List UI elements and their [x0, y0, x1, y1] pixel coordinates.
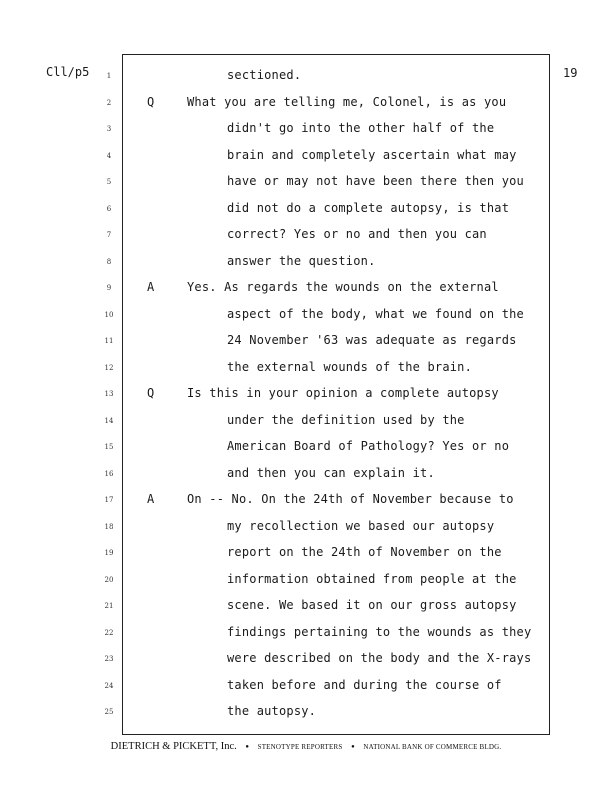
line-number: 9	[106, 284, 112, 292]
line-number: 24	[104, 681, 114, 690]
line-number: 19	[104, 549, 114, 557]
line-number: 14	[104, 416, 114, 425]
footer-firm: DIETRICH & PICKETT, Inc.	[110, 741, 237, 752]
line-number: 10	[104, 310, 114, 319]
footer	[0, 741, 612, 752]
line-number: 15	[104, 443, 114, 451]
footer-service: STENOTYPE REPORTERS	[257, 743, 343, 751]
line-number: 17	[104, 496, 114, 504]
line-number: 4	[106, 151, 112, 160]
line-number: 25	[104, 708, 114, 716]
line-number: 5	[106, 178, 112, 186]
transcript-line: and then you can explain it.	[227, 465, 435, 480]
footer-bullet: ●	[351, 743, 355, 750]
page-id: Cll∕p5	[46, 65, 90, 79]
line-number: 12	[104, 363, 114, 372]
transcript-line: Yes. As regards the wounds on the external	[187, 280, 499, 294]
transcript-line: aspect of the body, what we found on the	[227, 306, 524, 321]
line-number: 3	[106, 125, 112, 133]
line-number: 7	[106, 231, 112, 239]
line-number: 22	[104, 628, 114, 637]
transcript-line: On -- No. On the 24th of November because to	[187, 492, 514, 506]
transcript-line: under the definition used by the	[227, 412, 465, 427]
page-number: 19	[563, 66, 578, 80]
transcript-line: brain and completely ascertain what may	[227, 147, 517, 162]
transcript-line: the autopsy.	[227, 704, 317, 718]
transcript-line: scene. We based it on our gross autopsy	[227, 598, 517, 612]
speaker-label: A	[147, 280, 155, 294]
footer-bullet: ●	[245, 743, 249, 750]
line-number: 8	[106, 257, 112, 266]
transcript-line: did not do a complete autopsy, is that	[227, 200, 510, 215]
line-number: 18	[104, 522, 114, 531]
line-number: 21	[104, 602, 114, 610]
line-number: 11	[104, 337, 114, 345]
transcript-line: findings pertaining to the wounds as they	[227, 624, 532, 639]
transcript-line: 24 November '63 was adequate as regards	[227, 333, 517, 347]
transcript-line: didn't go into the other half of the	[227, 121, 495, 135]
transcript-line: sectioned.	[227, 68, 302, 82]
speaker-label: A	[147, 492, 155, 506]
transcript-line: correct? Yes or no and then you can	[227, 227, 487, 241]
transcript-line: were described on the body and the X-rays	[227, 651, 532, 665]
line-number: 16	[104, 469, 114, 478]
transcript-line: taken before and during the course of	[227, 677, 502, 692]
transcript-line: my recollection we based our autopsy	[227, 518, 495, 533]
line-number: 13	[104, 390, 114, 398]
line-number: 20	[104, 575, 114, 584]
line-number: 1	[106, 72, 112, 80]
speaker-label: Q	[147, 94, 155, 109]
transcript-line: information obtained from people at the	[227, 571, 517, 586]
line-number: 2	[106, 98, 112, 107]
line-number: 6	[106, 204, 112, 213]
footer-address: NATIONAL BANK OF COMMERCE BLDG.	[363, 743, 502, 751]
transcript-line: American Board of Pathology? Yes or no	[227, 439, 510, 453]
transcript-line: Is this in your opinion a complete autopsy	[187, 386, 499, 400]
transcript-line: report on the 24th of November on the	[227, 545, 502, 559]
transcript-line: have or may not have been there then you	[227, 174, 524, 188]
line-number: 23	[104, 655, 114, 663]
transcript-line: the external wounds of the brain.	[227, 359, 473, 374]
transcript-line: answer the question.	[227, 253, 376, 268]
transcript-line: What you are telling me, Colonel, is as you	[187, 94, 507, 109]
speaker-label: Q	[147, 386, 155, 400]
